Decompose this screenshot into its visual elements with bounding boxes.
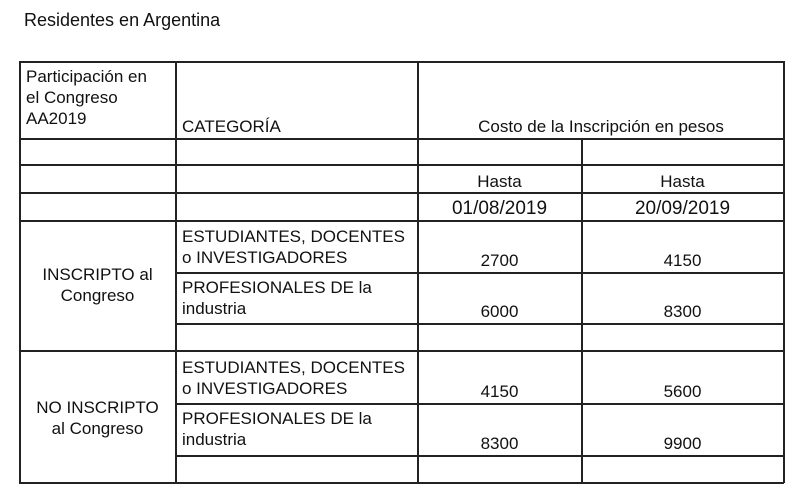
category-cell: ESTUDIANTES, DOCENTES o INVESTIGADORES [182, 358, 405, 398]
header-until-1: Hasta [477, 172, 522, 191]
header-category: CATEGORÍA [182, 117, 281, 136]
table-border-bottom [19, 482, 784, 484]
price-cell: 8300 [663, 302, 702, 321]
table-rule [19, 138, 784, 140]
table-rule [175, 323, 784, 325]
header-participation: Participación en el Congreso AA2019 [26, 67, 147, 128]
page-title: Residentes en Argentina [24, 10, 221, 30]
price-cell: 4150 [480, 382, 519, 401]
table-rule [19, 220, 784, 222]
header-date-1: 01/08/2019 [451, 198, 548, 219]
category-cell: ESTUDIANTES, DOCENTES o INVESTIGADORES [182, 227, 405, 267]
price-cell: 8300 [480, 434, 519, 453]
price-cell: 9900 [663, 434, 702, 453]
table-rule [19, 350, 784, 352]
table-rule [175, 403, 784, 405]
header-date-2: 20/09/2019 [634, 198, 731, 219]
price-cell: 6000 [480, 302, 519, 321]
table-rule [175, 455, 784, 457]
table-rule [19, 192, 784, 194]
table-col-divider [175, 61, 177, 483]
header-until-2: Hasta [660, 172, 705, 191]
group-label-no-inscripto: NO INSCRIPTO al Congreso [36, 398, 159, 438]
price-cell: 5600 [663, 382, 702, 401]
group-label-inscripto: INSCRIPTO al Congreso [42, 265, 153, 305]
table-border-top [19, 61, 784, 63]
table-rule [175, 272, 784, 274]
header-cost: Costo de la Inscripción en pesos [478, 117, 724, 136]
price-cell: 4150 [663, 251, 702, 270]
category-cell: PROFESIONALES DE la industria [182, 409, 372, 449]
table-rule [19, 164, 784, 166]
price-cell: 2700 [480, 251, 519, 270]
category-cell: PROFESIONALES DE la industria [182, 278, 372, 318]
